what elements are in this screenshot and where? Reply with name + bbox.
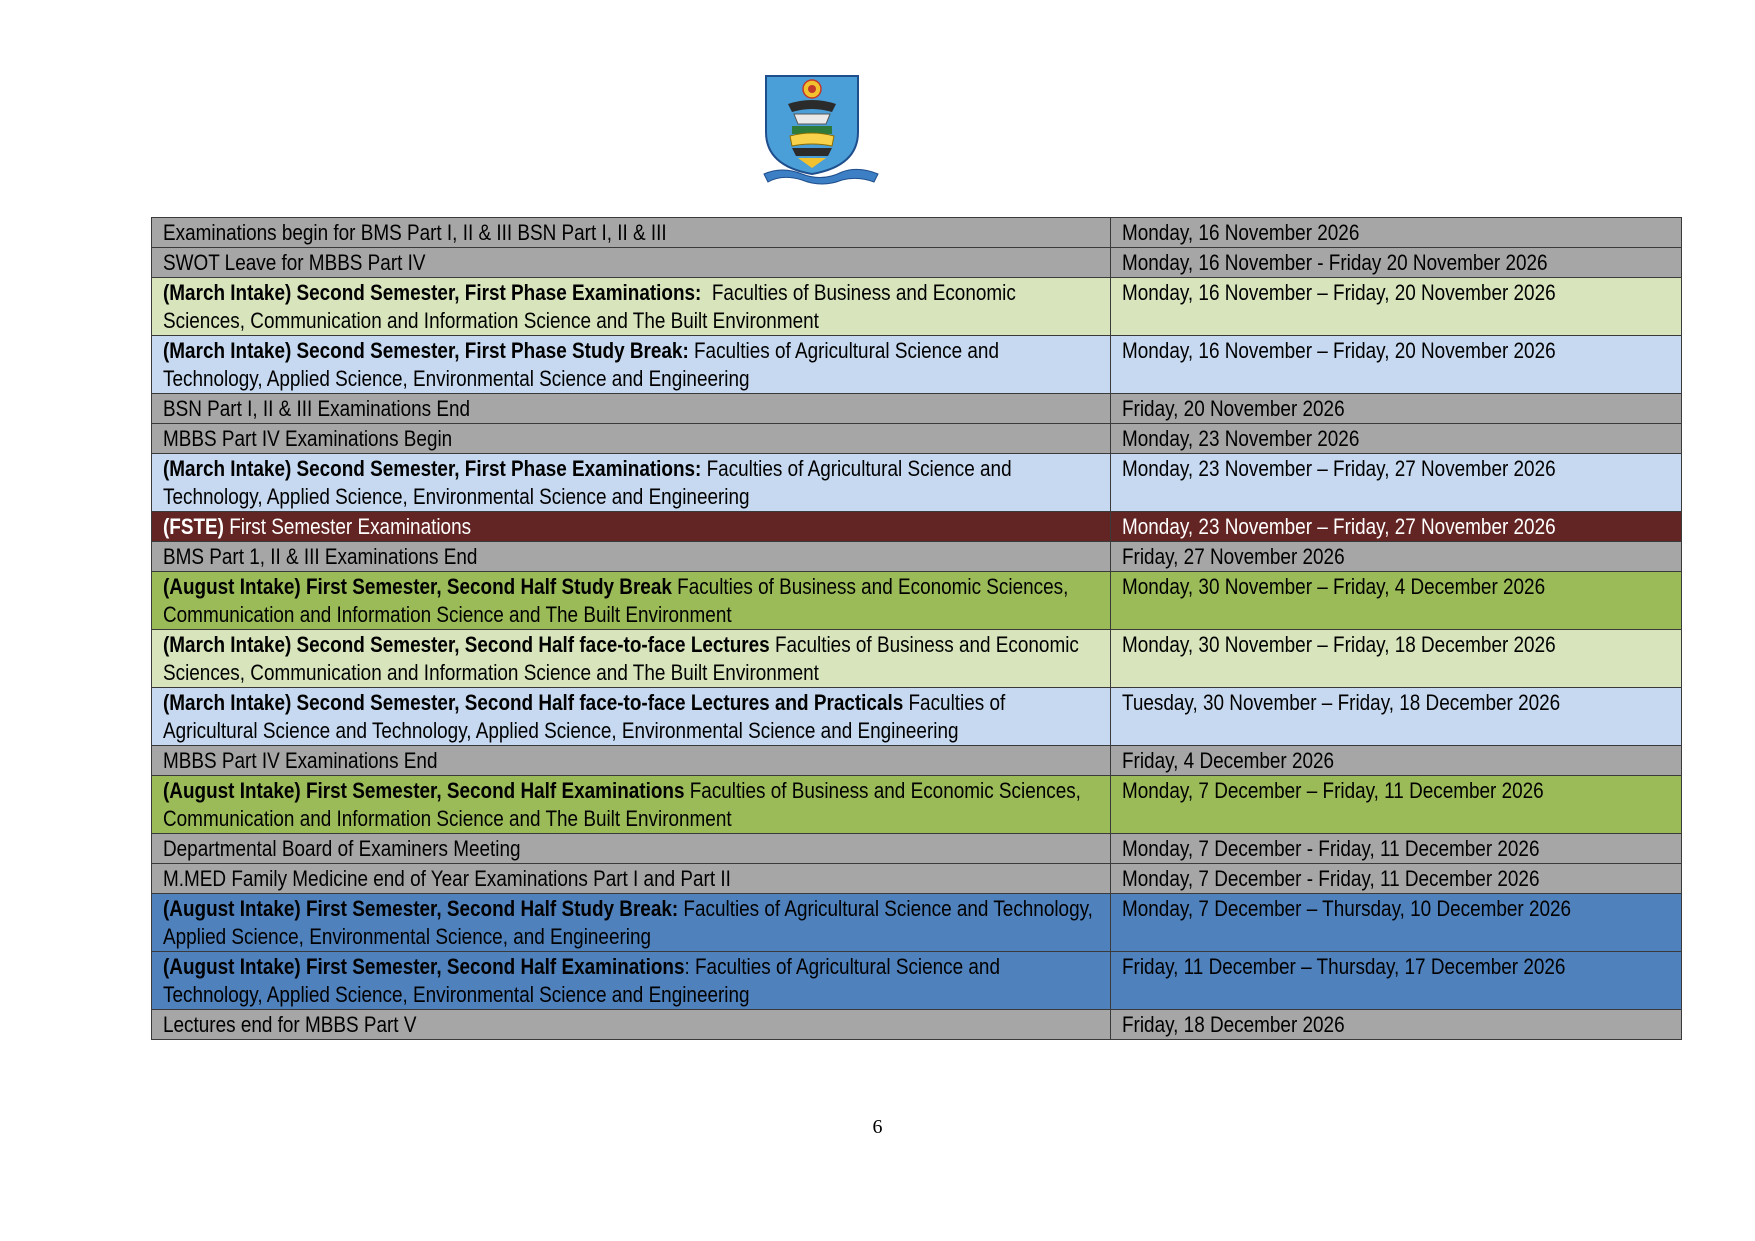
event-description: BMS Part 1, II & III Examinations End <box>163 544 478 569</box>
event-description: Examinations begin for BMS Part I, II & III BSN Part I, II & III <box>163 220 667 245</box>
event-heading: (August Intake) First Semester, Second Half Examinations <box>163 954 685 979</box>
event-cell <box>152 454 1111 512</box>
event-heading: (March Intake) Second Semester, First Phase Examinations: <box>163 456 702 481</box>
event-text <box>163 543 1097 571</box>
date-cell <box>1111 834 1682 864</box>
event-description: Faculties of Business and Economic Sciences, Communication and Information Science and The Built Environment <box>163 574 1074 627</box>
table-row <box>152 894 1682 952</box>
event-date: Monday, 23 November – Friday, 27 November 2026 <box>1122 456 1556 481</box>
event-text <box>163 1011 1097 1039</box>
event-cell <box>152 424 1111 454</box>
event-description: Faculties of Agricultural Science and Technology, Applied Science, Environmental Science and Engineering <box>163 690 1010 743</box>
event-description: Departmental Board of Examiners Meeting <box>163 836 521 861</box>
event-date: Monday, 23 November – Friday, 27 November 2026 <box>1122 514 1556 539</box>
date-cell <box>1111 894 1682 952</box>
event-cell <box>152 248 1111 278</box>
event-text <box>163 689 1097 745</box>
date-cell <box>1111 688 1682 746</box>
event-text <box>163 219 1097 247</box>
event-heading: (FSTE) <box>163 514 224 539</box>
event-text <box>163 425 1097 453</box>
event-cell <box>152 218 1111 248</box>
event-description: Faculties of Agricultural Science and Technology, Applied Science, Environmental Science, and Engineering <box>163 896 1098 949</box>
event-date: Monday, 7 December - Friday, 11 December 2026 <box>1122 866 1540 891</box>
event-heading: (August Intake) First Semester, Second Half Examinations <box>163 778 685 803</box>
date-cell <box>1111 278 1682 336</box>
event-heading: (March Intake) Second Semester, Second Half face-to-face Lectures and Practicals <box>163 690 904 715</box>
event-heading: (March Intake) Second Semester, First Phase Examinations: <box>163 280 702 305</box>
date-cell <box>1111 630 1682 688</box>
event-cell <box>152 952 1111 1010</box>
event-date: Monday, 16 November – Friday, 20 November 2026 <box>1122 280 1556 305</box>
table-row <box>152 630 1682 688</box>
date-cell <box>1111 864 1682 894</box>
event-date: Friday, 11 December – Thursday, 17 December 2026 <box>1122 954 1566 979</box>
event-cell <box>152 572 1111 630</box>
event-text <box>163 395 1097 423</box>
event-heading: (August Intake) First Semester, Second Half Study Break <box>163 574 672 599</box>
event-cell <box>152 776 1111 834</box>
table-row <box>152 336 1682 394</box>
event-text <box>163 747 1097 775</box>
table-row <box>152 834 1682 864</box>
date-cell <box>1111 572 1682 630</box>
table-row <box>152 248 1682 278</box>
event-date: Monday, 16 November – Friday, 20 November 2026 <box>1122 338 1556 363</box>
event-cell <box>152 1010 1111 1040</box>
event-date: Friday, 27 November 2026 <box>1122 544 1345 569</box>
event-cell <box>152 894 1111 952</box>
table-row <box>152 776 1682 834</box>
event-description: MBBS Part IV Examinations End <box>163 748 438 773</box>
table-row <box>152 512 1682 542</box>
event-text <box>163 455 1097 511</box>
event-text <box>163 631 1097 687</box>
event-description: BSN Part I, II & III Examinations End <box>163 396 471 421</box>
event-text <box>163 573 1097 629</box>
date-cell <box>1111 952 1682 1010</box>
event-date: Friday, 18 December 2026 <box>1122 1012 1345 1037</box>
event-text <box>163 953 1097 1009</box>
event-text <box>163 835 1097 863</box>
event-heading: (March Intake) Second Semester, First Phase Study Break: <box>163 338 689 363</box>
event-cell <box>152 746 1111 776</box>
event-date: Tuesday, 30 November – Friday, 18 December 2026 <box>1122 690 1561 715</box>
almanac-table-body <box>152 218 1682 1040</box>
event-description: Faculties of Business and Economic Sciences, Communication and Information Science and The Built Environment <box>163 632 1085 685</box>
event-description: Faculties of Business and Economic Sciences, Communication and Information Science and The Built Environment <box>163 778 1087 831</box>
event-cell <box>152 278 1111 336</box>
date-cell <box>1111 248 1682 278</box>
event-description: Faculties of Agricultural Science and Technology, Applied Science, Environmental Science and Engineering <box>163 456 1017 509</box>
table-row <box>152 952 1682 1010</box>
page-number: 6 <box>872 1116 883 1138</box>
table-row <box>152 394 1682 424</box>
event-description: MBBS Part IV Examinations Begin <box>163 426 453 451</box>
event-description: M.MED Family Medicine end of Year Examinations Part I and Part II <box>163 866 731 891</box>
event-text <box>163 777 1097 833</box>
event-date: Monday, 7 December - Friday, 11 December 2026 <box>1122 836 1540 861</box>
event-description: Faculties of Agricultural Science and Technology, Applied Science, Environmental Science and Engineering <box>163 338 1004 391</box>
date-cell <box>1111 776 1682 834</box>
event-cell <box>152 512 1111 542</box>
table-row <box>152 542 1682 572</box>
table-row <box>152 424 1682 454</box>
date-cell <box>1111 454 1682 512</box>
event-cell <box>152 336 1111 394</box>
event-description: Faculties of Business and Economic Sciences, Communication and Information Science and The Built Environment <box>163 280 1022 333</box>
date-cell <box>1111 394 1682 424</box>
university-crest-icon <box>762 74 880 186</box>
event-date: Monday, 16 November 2026 <box>1122 220 1360 245</box>
event-text <box>163 895 1097 951</box>
table-row <box>152 218 1682 248</box>
event-text <box>163 337 1097 393</box>
event-text <box>163 865 1097 893</box>
event-date: Friday, 20 November 2026 <box>1122 396 1345 421</box>
date-cell <box>1111 542 1682 572</box>
event-heading: (March Intake) Second Semester, Second Half face-to-face Lectures <box>163 632 770 657</box>
event-description: : Faculties of Agricultural Science and Technology, Applied Science, Environmental Science and Engineering <box>163 954 1005 1007</box>
date-cell <box>1111 512 1682 542</box>
event-date: Monday, 7 December – Friday, 11 December 2026 <box>1122 778 1544 803</box>
date-cell <box>1111 746 1682 776</box>
date-cell <box>1111 218 1682 248</box>
event-date: Friday, 4 December 2026 <box>1122 748 1335 773</box>
event-description: SWOT Leave for MBBS Part IV <box>163 250 426 275</box>
event-date: Monday, 16 November - Friday 20 November 2026 <box>1122 250 1548 275</box>
event-cell <box>152 630 1111 688</box>
event-date: Monday, 30 November – Friday, 18 December 2026 <box>1122 632 1556 657</box>
date-cell <box>1111 424 1682 454</box>
event-text <box>163 513 1097 541</box>
table-row <box>152 864 1682 894</box>
event-cell <box>152 864 1111 894</box>
event-description: Lectures end for MBBS Part V <box>163 1012 417 1037</box>
table-row <box>152 688 1682 746</box>
table-row <box>152 278 1682 336</box>
event-heading: (August Intake) First Semester, Second Half Study Break: <box>163 896 679 921</box>
table-row <box>152 1010 1682 1040</box>
event-date: Monday, 23 November 2026 <box>1122 426 1360 451</box>
event-cell <box>152 542 1111 572</box>
almanac-table <box>151 217 1682 1040</box>
event-text <box>163 279 1097 335</box>
event-date: Monday, 30 November – Friday, 4 December 2026 <box>1122 574 1546 599</box>
table-row <box>152 572 1682 630</box>
event-text <box>163 249 1097 277</box>
event-description: First Semester Examinations <box>223 514 472 539</box>
table-row <box>152 746 1682 776</box>
event-cell <box>152 394 1111 424</box>
event-cell <box>152 688 1111 746</box>
event-date: Monday, 7 December – Thursday, 10 December 2026 <box>1122 896 1572 921</box>
date-cell <box>1111 1010 1682 1040</box>
event-cell <box>152 834 1111 864</box>
table-row <box>152 454 1682 512</box>
date-cell <box>1111 336 1682 394</box>
